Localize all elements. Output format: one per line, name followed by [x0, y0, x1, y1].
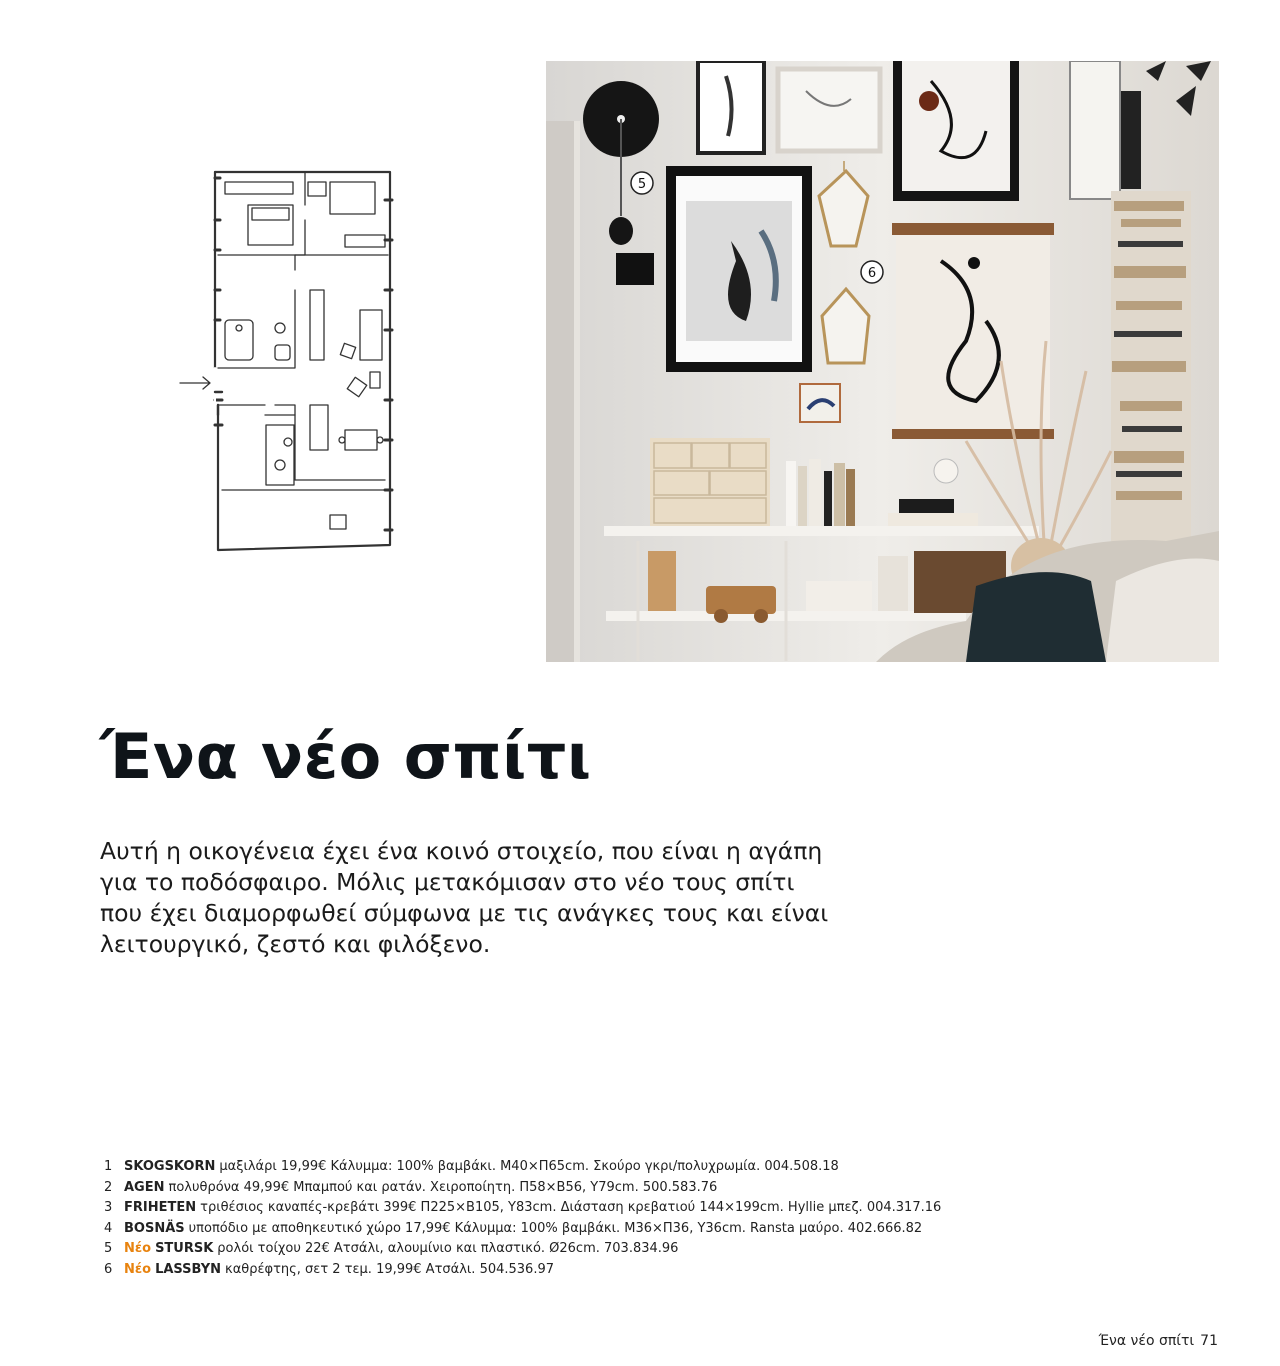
page-footer [1099, 1333, 1218, 1349]
product-number: 5 [104, 1241, 113, 1256]
product-description: μαξιλάρι 19,99€ Κάλυμμα: 100% βαμβάκι. Μ40×Π65cm. Σκούρο γκρι/πολυχρωμία. 004.508.18 [219, 1159, 839, 1174]
product-description: υποπόδιο με αποθηκευτικό χώρο 17,99€ Κάλυμμα: 100% βαμβάκι. Μ36×Π36, Υ36cm. Ransta μαύρο. 402.666.82 [188, 1220, 923, 1236]
product-name: AGEN [124, 1179, 165, 1195]
product-item [104, 1178, 941, 1199]
product-item [104, 1239, 941, 1260]
product-description: καθρέφτης, σετ 2 τεμ. 19,99€ Ατσάλι. 504.536.97 [225, 1261, 555, 1277]
product-name: LASSBYN [155, 1261, 222, 1277]
product-number: 4 [104, 1220, 113, 1236]
new-badge: Νέο [124, 1261, 152, 1277]
product-number: 6 [104, 1261, 113, 1277]
page-number: 71 [1200, 1333, 1218, 1349]
product-name: SKOGSKORN [124, 1159, 216, 1174]
product-list [104, 1157, 941, 1280]
product-number: 1 [104, 1159, 113, 1174]
intro-paragraph: Αυτή η οικογένεια έχει ένα κοινό στοιχείο, που είναι η αγάπη για το ποδόσφαιρο. Μόλις μετακόμισαν στο νέο τους σπίτι που έχει διαμορφωθεί σύμφωνα με τις ανάγκες τους και είναι λειτουργικό, ζεστό και φιλόξενο. [100, 837, 829, 958]
interior-photo [546, 61, 1219, 662]
product-description: τριθέσιος καναπές-κρεβάτι 399€ Π225×Β105, Υ83cm. Διάσταση κρεβατιού 144×199cm. Hyllie μπεζ. 004.317.16 [200, 1200, 942, 1215]
product-item [104, 1219, 941, 1240]
product-name: STURSK [155, 1241, 214, 1256]
floor-plan [170, 160, 410, 560]
product-description: πολυθρόνα 49,99€ Μπαμπού και ρατάν. Χειροποίητη. Π58×Β56, Υ79cm. 500.583.76 [168, 1179, 718, 1195]
new-badge: Νέο [124, 1241, 152, 1256]
footer-section-title: Ένα νέο σπίτι [1098, 1333, 1195, 1349]
product-item [104, 1157, 941, 1178]
product-name: FRIHETEN [124, 1200, 197, 1215]
page-title: Ένα νέο σπίτι [100, 720, 592, 793]
product-description: ρολόι τοίχου 22€ Ατσάλι, αλουμίνιο και πλαστικό. Ø26cm. 703.834.96 [217, 1241, 679, 1256]
product-number: 3 [104, 1200, 113, 1215]
callout-6: 6 [867, 266, 877, 281]
callout-5: 5 [637, 177, 647, 192]
product-number: 2 [104, 1179, 113, 1195]
product-name: BOSNÄS [124, 1220, 185, 1236]
product-item [104, 1260, 941, 1281]
product-item [104, 1198, 941, 1219]
